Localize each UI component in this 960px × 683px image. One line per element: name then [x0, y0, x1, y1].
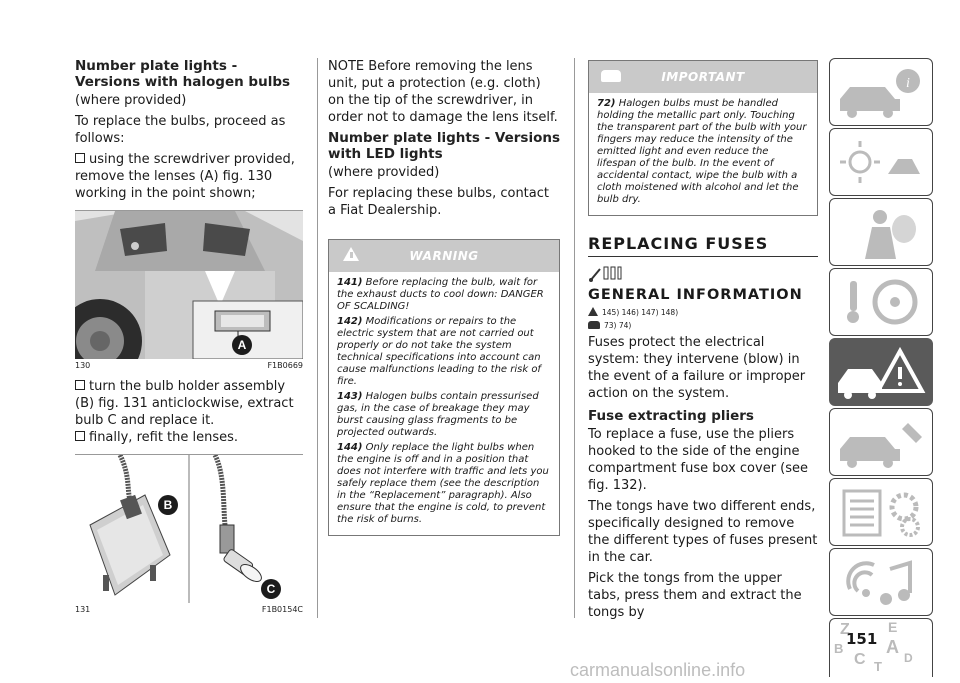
- fuses-intro: Fuses protect the electrical system: they intervene (blow) in the event of a failure or improper action on the system.: [588, 335, 806, 401]
- tab-starting-driving[interactable]: [829, 268, 933, 336]
- column-divider: [317, 58, 318, 618]
- svg-text:i: i: [906, 76, 910, 91]
- tab-index[interactable]: [829, 618, 933, 677]
- index-letter: B: [834, 641, 844, 656]
- watermark[interactable]: carmanualsonline.info: [570, 660, 746, 680]
- section-heading-halogen: Number plate lights - Versions with halogen bulbs: [75, 58, 291, 90]
- tab-car-info[interactable]: [829, 58, 933, 126]
- page-number: 151: [846, 630, 878, 648]
- warning-body: [329, 272, 559, 535]
- number-plate-photo: [75, 211, 303, 359]
- column-divider: [574, 58, 575, 618]
- warning-item: 142) Modifications or repairs to the electric system that are not carried out properly or do not take the system technical specifications into account can cause malfunctions leading to the risk of fire.: [337, 316, 541, 387]
- checkbox-bullet-icon: [75, 380, 85, 390]
- fuse-icon: [588, 263, 818, 283]
- bulb-holder-photo: [75, 455, 303, 603]
- section-heading-pliers: Fuse extracting pliers: [588, 408, 754, 424]
- figure-130-caption: [75, 361, 303, 370]
- column-1: [75, 58, 303, 614]
- checkbox-bullet-icon: [75, 431, 85, 441]
- warning-header: [329, 240, 559, 272]
- label-a-badge: A: [232, 335, 252, 355]
- where-provided: (where provided): [328, 165, 440, 180]
- pliers-text-3: Pick the tongs from the upper tabs, press them and extract the tongs by: [588, 571, 802, 620]
- index-letter: Z: [840, 621, 850, 638]
- warning-refs: 145) 146) 147) 148): [588, 307, 818, 317]
- index-letter: A: [886, 637, 899, 657]
- general-information-title: GENERAL INFORMATION: [588, 287, 803, 303]
- step-1: using the screwdriver provided, remove the lenses (A) fig. 130 working in the point shown;: [75, 152, 295, 201]
- important-item: 72) Halogen bulbs must be handled holding the metallic part only. Touching the transparent part of the bulb with your fingers may reduce the intensity of the emitted light and even reduce the lifespan of the bulb. In the event of accidental contact, wipe the bulb with a cloth moistened with alcohol and let the bulb dry.: [597, 98, 807, 205]
- warning-title: WARNING: [409, 249, 479, 263]
- tab-technical-data[interactable]: [829, 478, 933, 546]
- warning-item: 141) Before replacing the bulb, wait for the exhaust ducts to cool down: DANGER OF SCALDING!: [337, 277, 544, 312]
- column-2: [328, 58, 560, 536]
- section-heading-led: Number plate lights - Versions with LED lights: [328, 130, 560, 162]
- note-text: NOTE Before removing the lens unit, put a protection (e.g. cloth) on the tip of the screwdriver, in order not to damage the lens itself.: [328, 59, 558, 125]
- tab-servicing[interactable]: [829, 408, 933, 476]
- figure-code: F1B0669: [267, 361, 303, 370]
- car-wrench-icon: [588, 321, 600, 329]
- step-3: finally, refit the lenses.: [75, 429, 303, 446]
- tab-in-an-emergency[interactable]: [829, 338, 933, 406]
- column-3: [588, 58, 818, 625]
- important-refs: 73) 74): [588, 321, 818, 330]
- step-2: turn the bulb holder assembly (B) fig. 131 anticlockwise, extract bulb C and replace it.: [75, 379, 294, 428]
- figure-number: 131: [75, 605, 91, 614]
- figure-131-caption: [75, 605, 303, 614]
- label-b-badge: B: [158, 495, 178, 515]
- pliers-text-2: The tongs have two different ends, specifically designed to remove the different types of fuses present in the car.: [588, 499, 818, 565]
- index-letter: C: [854, 651, 866, 668]
- important-header: [589, 61, 817, 93]
- figure-130: [75, 210, 303, 370]
- tab-safety[interactable]: [829, 198, 933, 266]
- figure-131: [75, 454, 303, 614]
- where-provided: (where provided): [75, 93, 187, 108]
- important-title: IMPORTANT: [661, 70, 745, 84]
- warning-item: 143) Halogen bulbs contain pressurised gas, in the case of breakage they may burst causing glass fragments to be projected outwards.: [337, 391, 539, 438]
- warning-panel: [328, 239, 560, 536]
- led-text: For replacing these bulbs, contact a Fiat Dealership.: [328, 186, 549, 218]
- pliers-text-1: To replace a fuse, use the pliers hooked to the side of the engine compartment fuse box cover (see fig. 132).: [588, 427, 809, 493]
- intro-text: To replace the bulbs, proceed as follows:: [75, 114, 286, 146]
- index-letter: E: [888, 619, 898, 635]
- tab-multimedia[interactable]: [829, 548, 933, 616]
- warning-icon: [588, 307, 598, 316]
- replacing-fuses-title: REPLACING FUSES: [588, 234, 818, 257]
- index-letter: D: [904, 651, 913, 665]
- warning-item: 144) Only replace the light bulbs when the engine is off and in a position that does not interfere with traffic and lets you safely replace them (see the description in the “Replacement” paragraph). Also ensure that the engine is cold, to prevent the risk of burns.: [337, 442, 549, 525]
- label-c-badge: C: [261, 579, 281, 599]
- checkbox-bullet-icon: [75, 153, 85, 163]
- important-panel: [588, 60, 818, 216]
- tab-dashboard-lights[interactable]: [829, 128, 933, 196]
- important-body: [589, 93, 817, 215]
- figure-code: F1B0154C: [261, 605, 303, 614]
- index-letter: T: [874, 659, 882, 674]
- figure-number: 130: [75, 361, 91, 370]
